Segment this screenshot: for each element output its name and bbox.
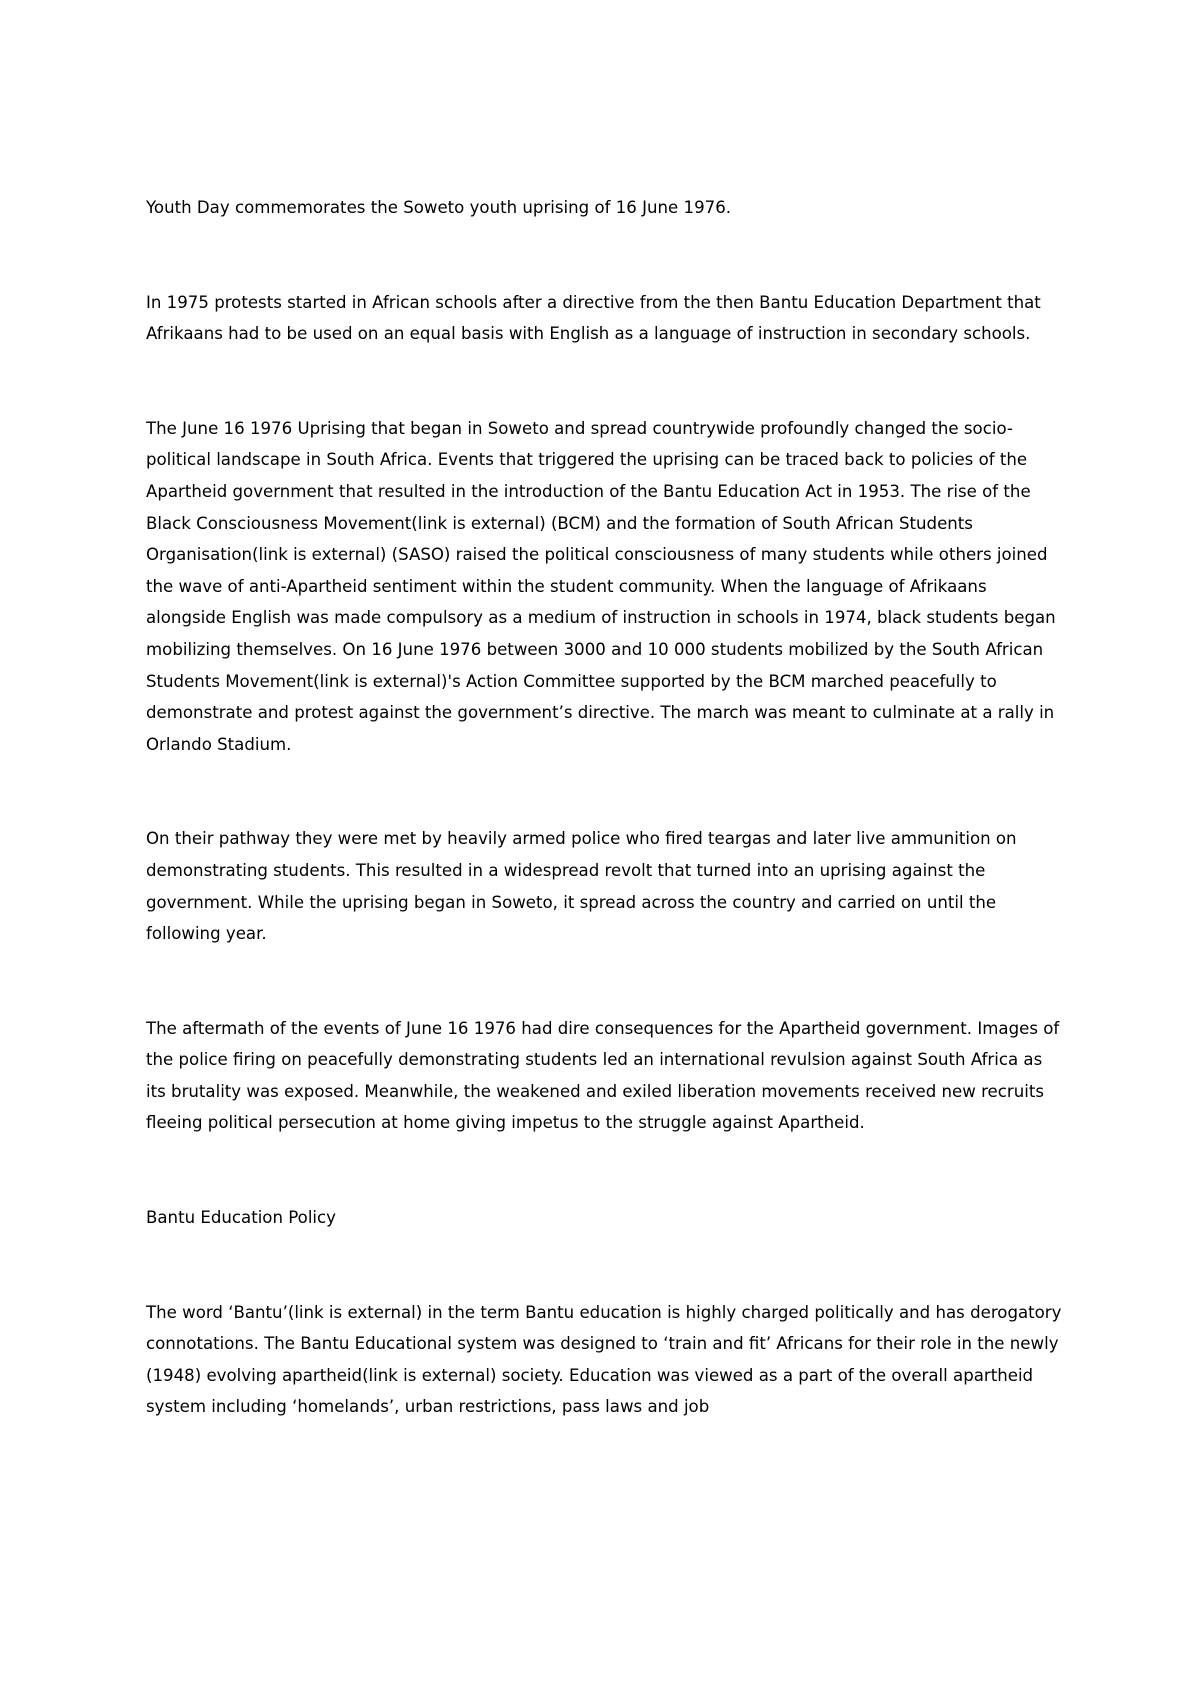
paragraph-gap [146,350,1066,413]
document-body [146,192,1066,1423]
paragraph-gap [146,1234,1066,1297]
paragraph-police-response: On their pathway they were met by heavily armed police who fired teargas and later live ammunition on demonstrating students. This resulted in a widespread revolt that turned into an uprising against the government. While the uprising began in Soweto, it spread across the country and carried on until the following year. [146,829,1017,944]
paragraph-june-16-uprising: The June 16 1976 Uprising that began in Soweto and spread countrywide profoundly changed the socio-political landscape in South Africa. Events that triggered the uprising can be traced back to policies of the Apartheid government that resulted in the introduction of the Bantu Education Act in 1953. The rise of the Black Consciousness Movement(link is external) (BCM) and the formation of South African Students Organisation(link is external) (SASO) raised the political consciousness of many students while others joined the wave of anti-Apartheid sentiment within the student community. When the language of Afrikaans alongside English was made compulsory as a medium of instruction in schools in 1974, black students began mobilizing themselves. On 16 June 1976 between 3000 and 10 000 students mobilized by the South African Students Movement(link is external)'s Action Committee supported by the BCM marched peacefully to demonstrate and protest against the government’s directive. The march was meant to culminate at a rally in Orlando Stadium. [146,418,1056,754]
paragraph-aftermath: The aftermath of the events of June 16 1976 had dire consequences for the Apartheid government. Images of the police firing on peacefully demonstrating students led an international revulsion against South Africa as its brutality was exposed. Meanwhile, the weakened and exiled liberation movements received new recruits fleeing political persecution at home giving impetus to the struggle against Apartheid. [146,1018,1060,1133]
paragraph-gap [146,224,1066,287]
paragraph-bantu-term: The word ‘Bantu’(link is external) in the term Bantu education is highly charged politically and has derogatory connotations. The Bantu Educational system was designed to ‘train and fit’ Africans for their role in the newly (1948) evolving apartheid(link is external) society. Education was viewed as a part of the overall apartheid system including ‘homelands’, urban restrictions, pass laws and job [146,1302,1062,1417]
section-heading-bantu-education-policy: Bantu Education Policy [146,1208,336,1228]
paragraph-1975-protests: In 1975 protests started in African schools after a directive from the then Bantu Education Department that Afrikaans had to be used on an equal basis with English as a language of instruction in secondary schools. [146,292,1041,344]
paragraph-gap [146,760,1066,823]
paragraph-youth-day-intro: Youth Day commemorates the Soweto youth uprising of 16 June 1976. [146,198,732,217]
paragraph-gap [146,1139,1066,1202]
paragraph-gap [146,950,1066,1013]
